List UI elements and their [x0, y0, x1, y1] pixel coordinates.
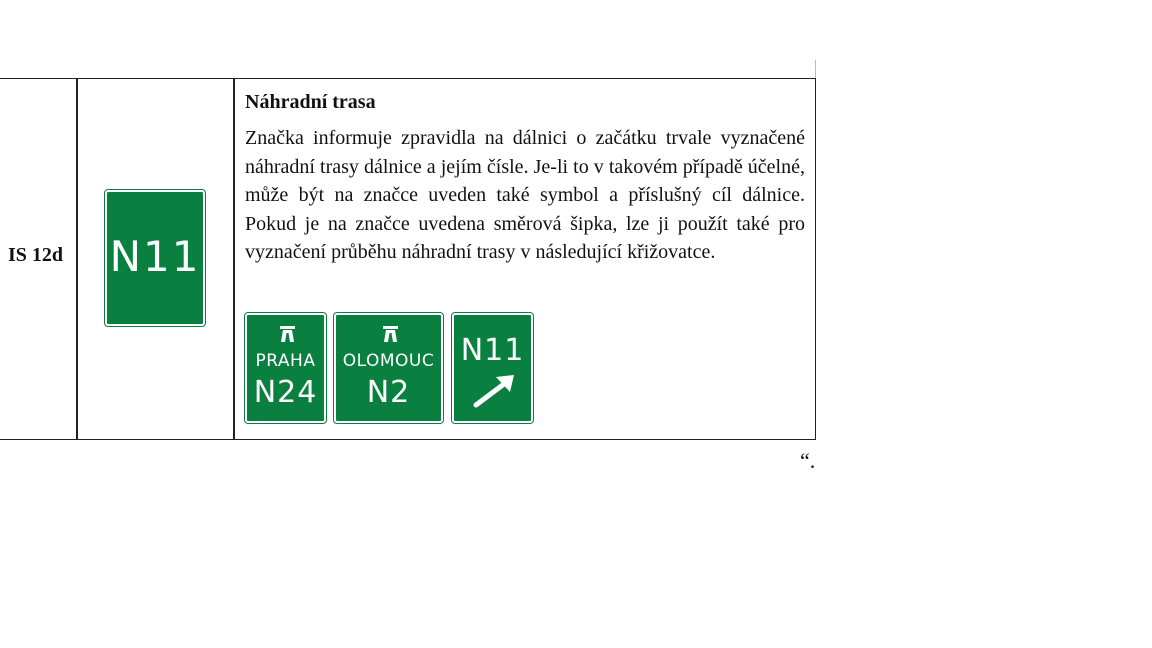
sign-route: N11: [460, 333, 525, 368]
closing-quote: “.: [800, 448, 816, 473]
arrow-up-right-icon: [470, 371, 520, 411]
sign-heading: Náhradní trasa: [245, 91, 376, 113]
column-divider: [76, 79, 78, 439]
sign-code: IS 12d: [8, 244, 64, 266]
sign-description-cell: [245, 91, 805, 267]
example-sign-olomouc: [334, 313, 443, 423]
main-sign-image: [105, 190, 205, 326]
motorway-icon: [336, 325, 445, 343]
sign-description: Značka informuje zpravidla na dálnici o začátku trvale vyznačené náhradní trasy dálnice a jejím čísle. Je-li to v takovém případě účelné, může být na značce uveden také symbol a příslušný cíl dálnice. Pokud je na značce uvedena směrová šipka, lze ji použít také pro vyznačení průběhu náhradní trasy v následující křižovatce.: [245, 127, 805, 263]
column-divider: [233, 79, 235, 439]
example-sign-praha: [245, 313, 326, 423]
main-sign-route: N11: [109, 232, 201, 281]
motorway-icon: [247, 325, 328, 343]
sign-route: N2: [366, 375, 411, 410]
example-sign-n11-arrow: [452, 313, 533, 423]
sign-table-row: [0, 78, 816, 440]
page-edge-line: [815, 60, 816, 78]
sign-route: N24: [253, 375, 318, 410]
sign-destination: PRAHA: [255, 351, 316, 371]
sign-destination: OLOMOUC: [342, 351, 435, 371]
